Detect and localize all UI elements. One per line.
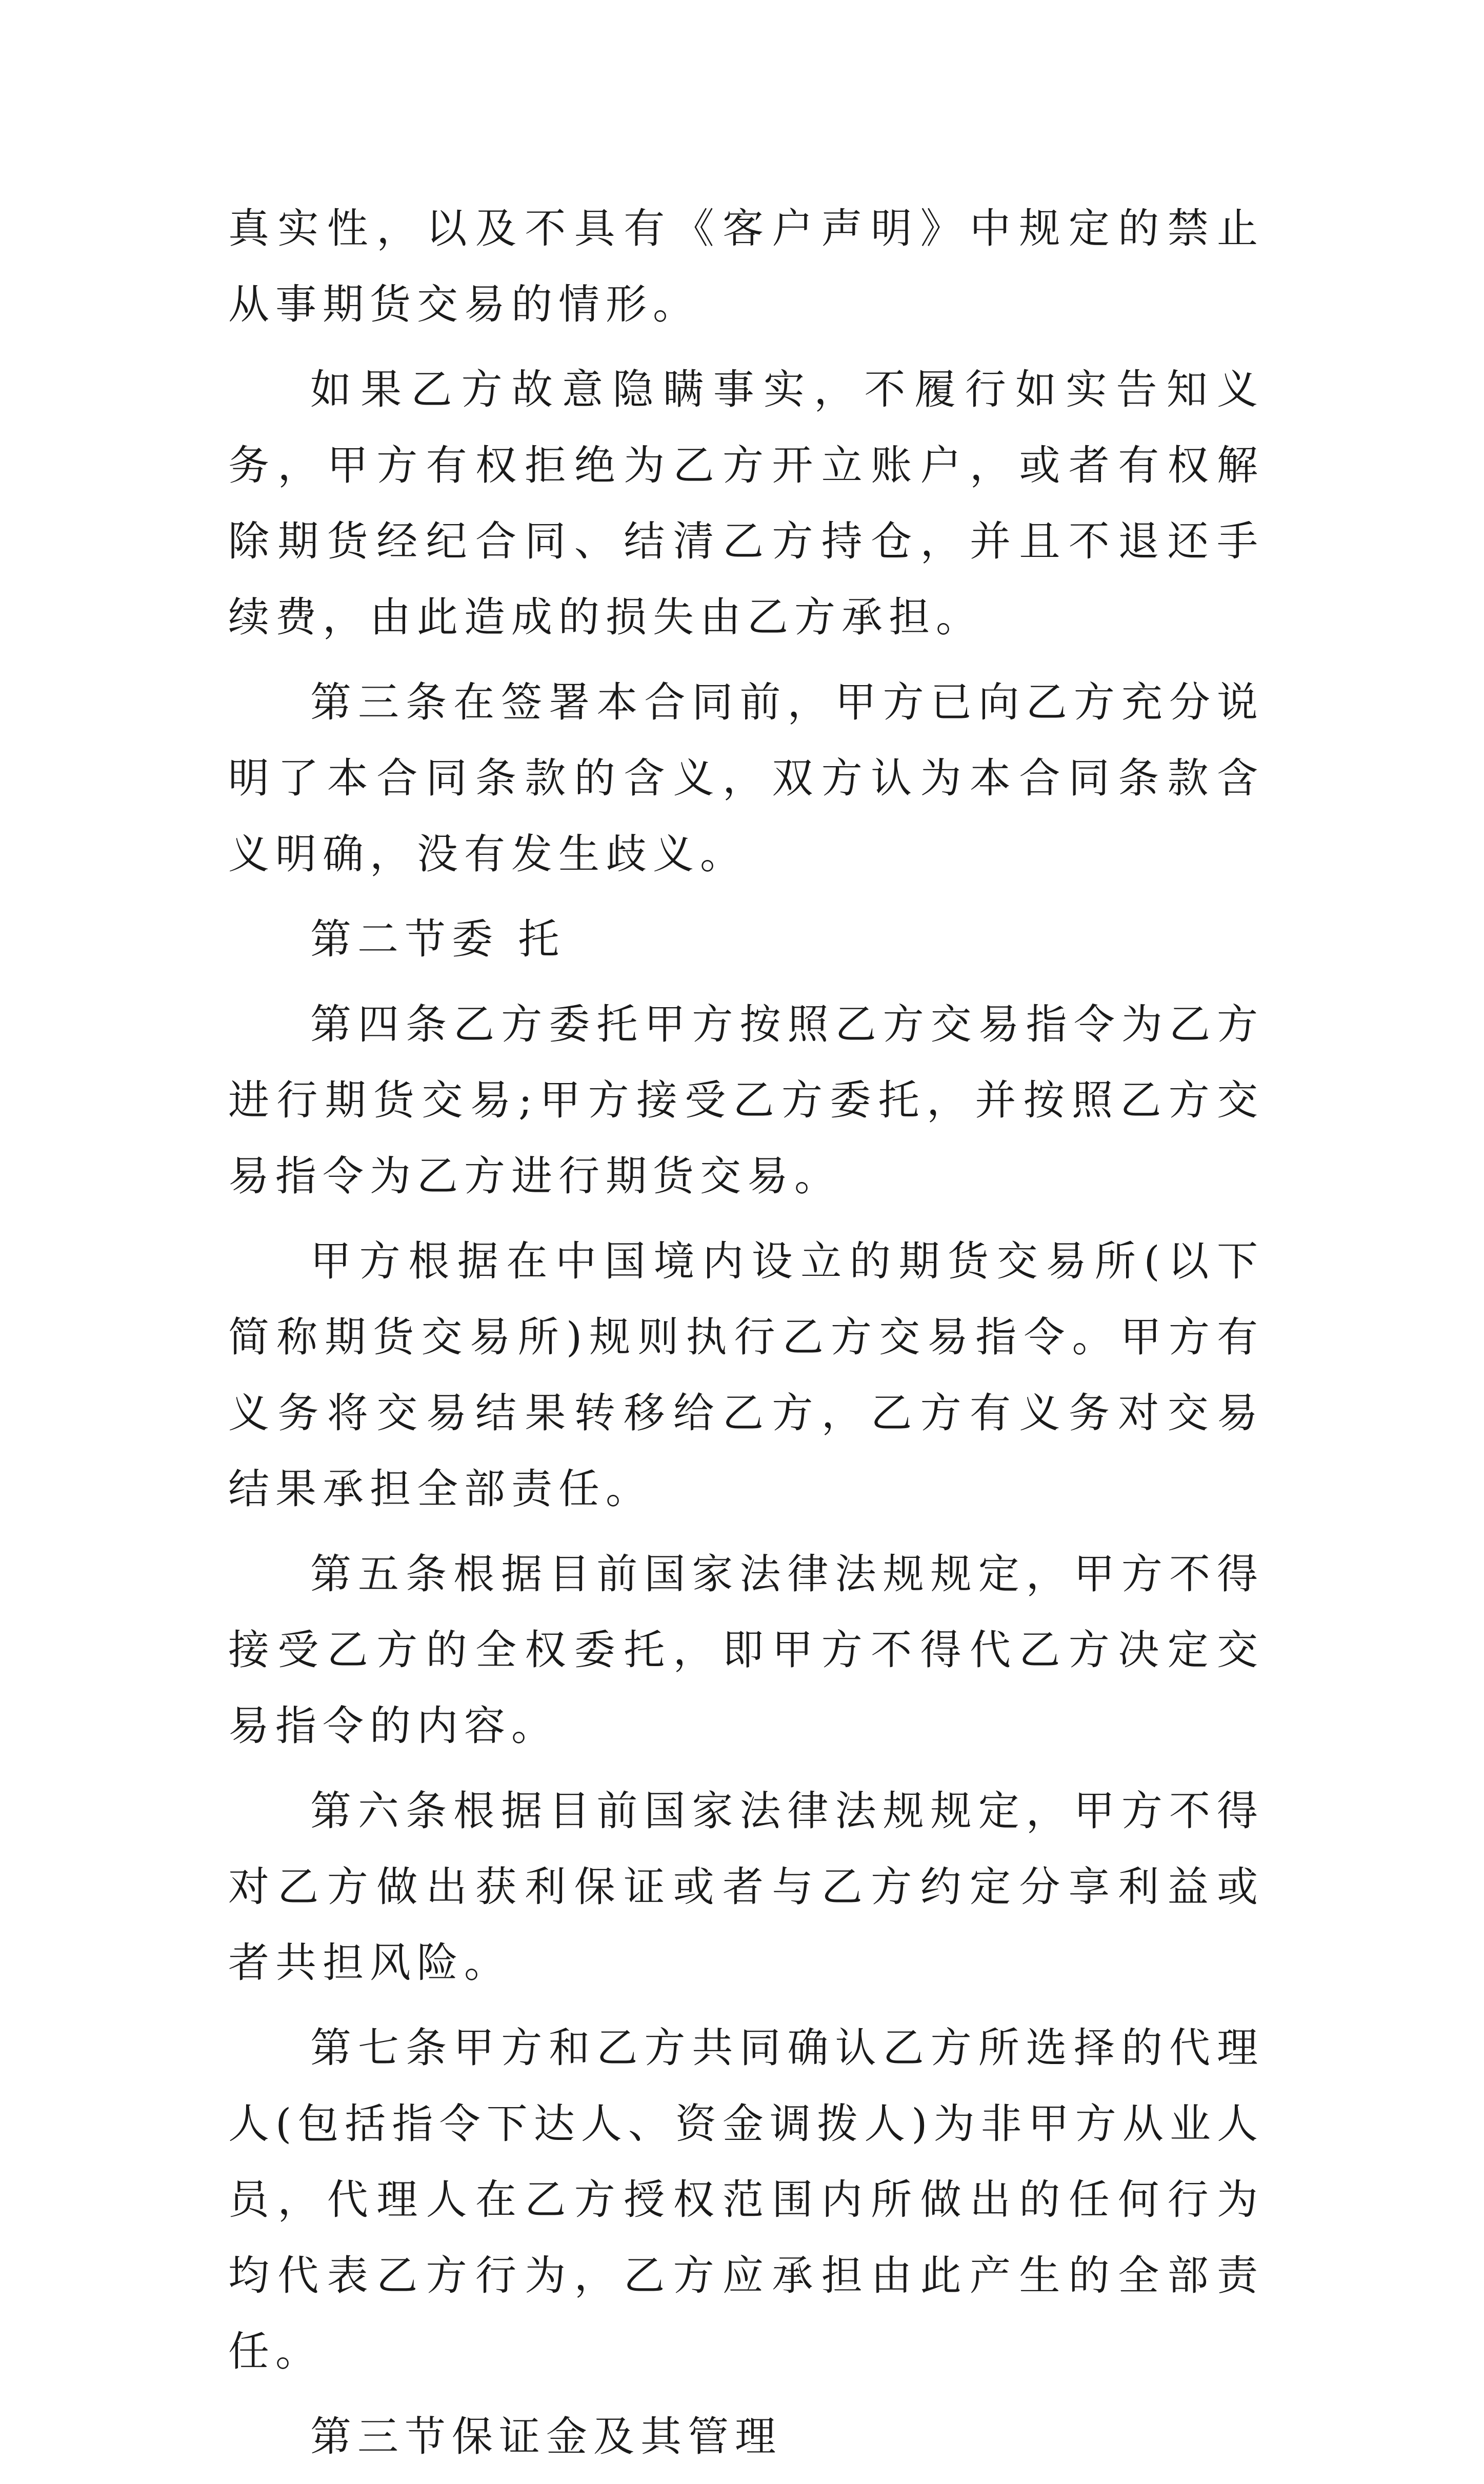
paragraph-article-6: 第六条根据目前国家法律法规规定，甲方不得对乙方做出获利保证或者与乙方约定分享利益或者共担风险。 — [228, 1787, 1264, 1987]
paragraph-article-7: 第七条甲方和乙方共同确认乙方所选择的代理人(包括指令下达人、资金调拨人)为非甲方从业人员，代理人在乙方授权范围内所做出的任何行为均代表乙方行为，乙方应承担由此产生的全部责任。 — [228, 2024, 1264, 2375]
paragraph-article-4: 第四条乙方委托甲方按照乙方交易指令为乙方进行期货交易;甲方接受乙方委托，并按照乙方交易指令为乙方进行期货交易。 — [228, 1000, 1264, 1200]
document-body — [228, 191, 1264, 2484]
paragraph-exchange-rules: 甲方根据在中国境内设立的期货交易所(以下简称期货交易所)规则执行乙方交易指令。甲方有义务将交易结果转移给乙方，乙方有义务对交易结果承担全部责任。 — [228, 1237, 1264, 1513]
paragraph-concealment-clause: 如果乙方故意隐瞒事实，不履行如实告知义务，甲方有权拒绝为乙方开立账户，或者有权解除期货经纪合同、结清乙方持仓，并且不退还手续费，由此造成的损失由乙方承担。 — [228, 366, 1264, 641]
paragraph-article-5: 第五条根据目前国家法律法规规定，甲方不得接受乙方的全权委托，即甲方不得代乙方决定交易指令的内容。 — [228, 1550, 1264, 1750]
section-heading-margin: 第三节保证金及其管理 — [310, 2413, 782, 2460]
section-heading-entrustment: 第二节委 托 — [310, 915, 566, 963]
paragraph-continuation: 真实性，以及不具有《客户声明》中规定的禁止从事期货交易的情形。 — [228, 205, 1264, 328]
paragraph-article-3: 第三条在签署本合同前，甲方已向乙方充分说明了本合同条款的含义，双方认为本合同条款含义明确，没有发生歧义。 — [228, 678, 1264, 878]
